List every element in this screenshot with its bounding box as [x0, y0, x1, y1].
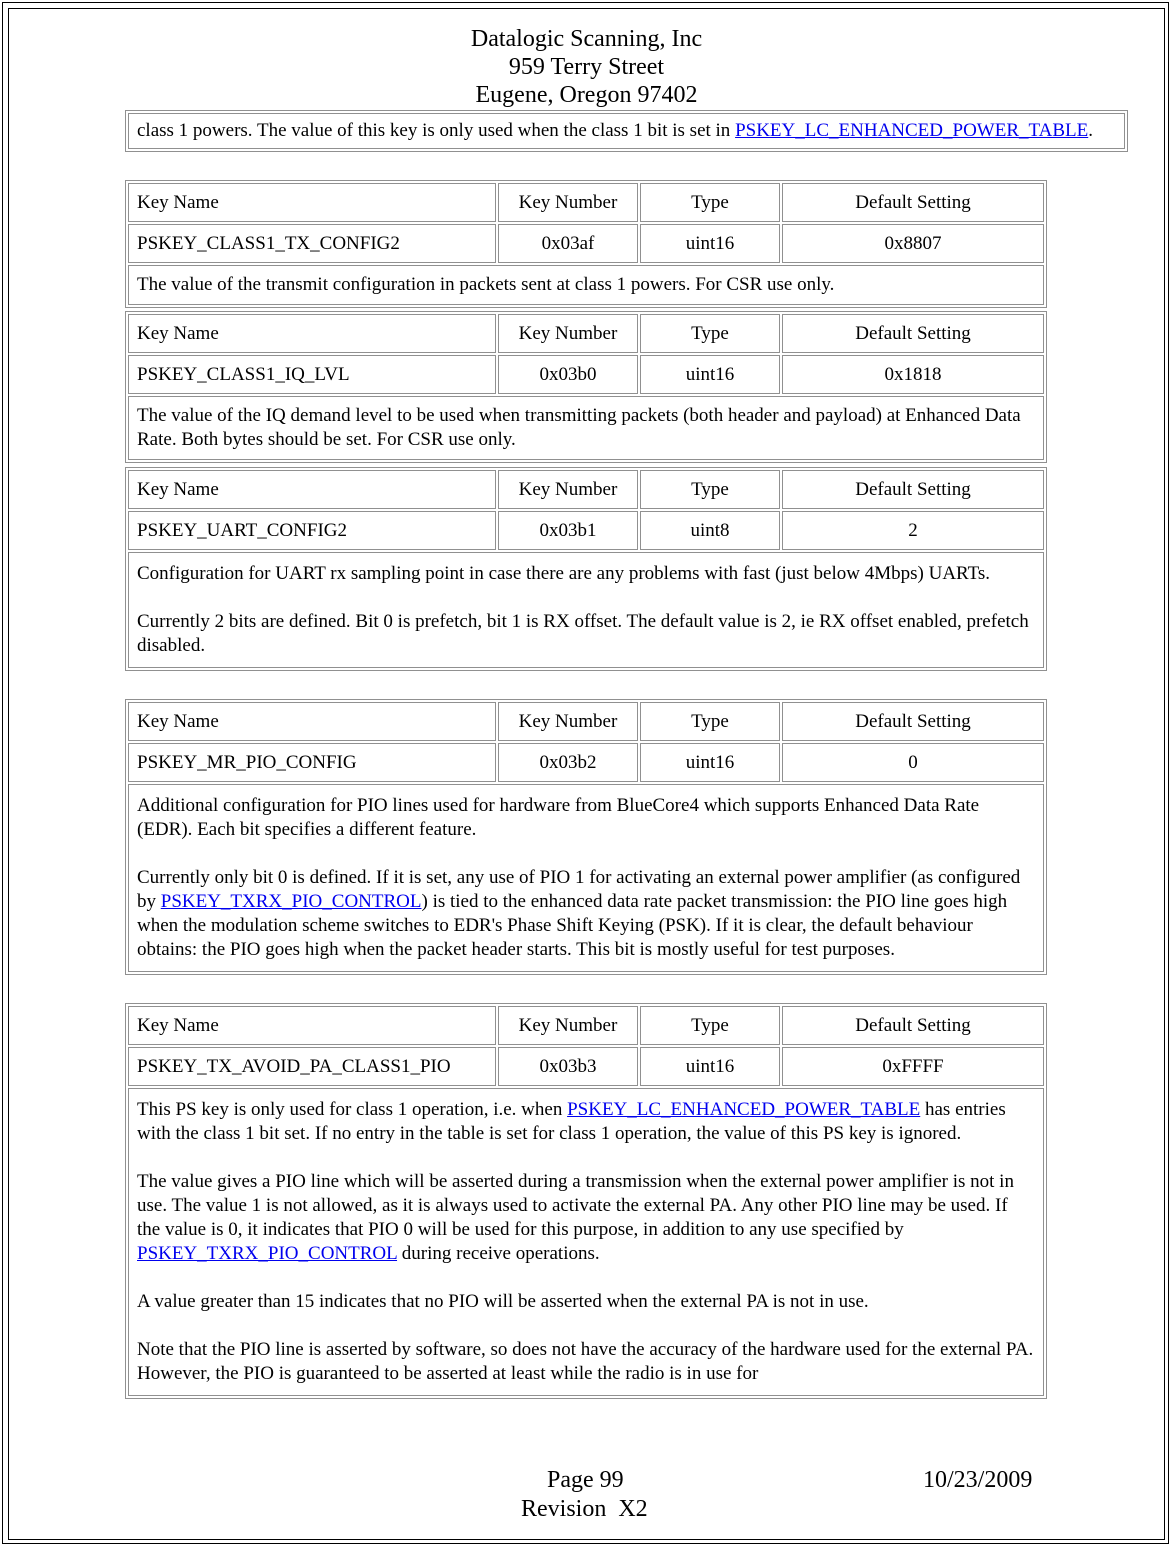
key-row [128, 743, 1044, 782]
continuation-text: class 1 powers. The value of this key is only used when the class 1 bit is set in PSKEY_LC_ENHANCED_POWER_TABLE. [128, 113, 1125, 149]
key-number: 0x03b1 [498, 511, 638, 550]
key-number: 0x03b0 [498, 355, 638, 394]
column-header-row [128, 702, 1044, 741]
key-name: PSKEY_CLASS1_TX_CONFIG2 [128, 224, 496, 263]
continuation-table [125, 110, 1128, 152]
key-row [128, 1047, 1044, 1086]
column-header-row [128, 183, 1044, 222]
key-description: The value of the IQ demand level to be used when transmitting packets (both header and payload) at Enhanced Data Rate. Both bytes should be set. For CSR use only. [128, 396, 1044, 460]
col-key-number: Key Number [498, 702, 638, 741]
col-key-name: Key Name [128, 1006, 496, 1045]
description-row [128, 396, 1044, 460]
col-type: Type [640, 1006, 780, 1045]
col-key-number: Key Number [498, 314, 638, 353]
col-default: Default Setting [782, 702, 1044, 741]
key-type: uint16 [640, 355, 780, 394]
key-table-class1-iq-lvl [125, 311, 1047, 463]
key-default: 0xFFFF [782, 1047, 1044, 1086]
key-table-tx-avoid-pa-class1-pio [125, 1003, 1047, 1399]
key-default: 0 [782, 743, 1044, 782]
col-key-number: Key Number [498, 183, 638, 222]
revision-label: Revision X2 [521, 1496, 648, 1522]
description-row [128, 552, 1044, 668]
column-header-row [128, 1006, 1044, 1045]
key-table-class1-tx-config2 [125, 180, 1047, 308]
key-name: PSKEY_UART_CONFIG2 [128, 511, 496, 550]
col-type: Type [640, 470, 780, 509]
letterhead [0, 25, 1173, 109]
key-name: PSKEY_MR_PIO_CONFIG [128, 743, 496, 782]
key-row [128, 511, 1044, 550]
col-key-number: Key Number [498, 1006, 638, 1045]
key-description: Additional configuration for PIO lines used for hardware from BlueCore4 which supports Enhanced Data Rate (EDR). Each bit specifies a different feature. Currently only bit 0 is defined. If it is set, any use of PIO 1 for activating an external power amplifier (as configured by PSKEY_TXRX_PIO_CONTROL) is tied to the enhanced data rate packet transmission: the PIO line goes high when the modulation scheme switches to EDR's Phase Shift Keying (PSK). If it is clear, the default behaviour obtains: the PIO goes high when the packet header starts. This bit is mostly useful for test purposes. [128, 784, 1044, 972]
key-type: uint16 [640, 224, 780, 263]
key-number: 0x03b2 [498, 743, 638, 782]
description-row [128, 265, 1044, 305]
column-header-row [128, 314, 1044, 353]
key-row [128, 355, 1044, 394]
column-header-row [128, 470, 1044, 509]
company-street: 959 Terry Street [508, 54, 665, 80]
description-row [128, 1088, 1044, 1396]
col-key-name: Key Name [128, 314, 496, 353]
key-description: This PS key is only used for class 1 operation, i.e. when PSKEY_LC_ENHANCED_POWER_TABLE has entries with the class 1 bit set. If no entry in the table is set for class 1 operation, the value of this PS key is ignored. The value gives a PIO line which will be asserted during a transmission when the external power amplifier is not in use. The value 1 is not allowed, as it is always used to activate the external PA. Any other PIO line may be used. If the value is 0, it indicates that PIO 0 will be used for this purpose, in addition to any use specified by PSKEY_TXRX_PIO_CONTROL during receive operations. A value greater than 15 indicates that no PIO will be asserted when the external PA is not in use. Note that the PIO line is asserted by software, so does not have the accuracy of the hardware used for the external PA. However, the PIO is guaranteed to be asserted at least while the radio is in use for [128, 1088, 1044, 1396]
key-type: uint8 [640, 511, 780, 550]
key-row [128, 224, 1044, 263]
col-key-name: Key Name [128, 183, 496, 222]
col-default: Default Setting [782, 470, 1044, 509]
key-default: 0x1818 [782, 355, 1044, 394]
key-default: 2 [782, 511, 1044, 550]
key-name: PSKEY_CLASS1_IQ_LVL [128, 355, 496, 394]
col-default: Default Setting [782, 1006, 1044, 1045]
description-row [128, 784, 1044, 972]
col-key-number: Key Number [498, 470, 638, 509]
footer-date: 10/23/2009 [923, 1467, 1033, 1493]
col-key-name: Key Name [128, 470, 496, 509]
company-city: Eugene, Oregon 97402 [475, 82, 698, 108]
key-type: uint16 [640, 1047, 780, 1086]
key-number: 0x03b3 [498, 1047, 638, 1086]
key-table-mr-pio-config [125, 699, 1047, 975]
key-name: PSKEY_TX_AVOID_PA_CLASS1_PIO [128, 1047, 496, 1086]
page-number: Page 99 [547, 1467, 624, 1493]
pskey-txrx-pio-control-link[interactable]: PSKEY_TXRX_PIO_CONTROL [137, 1243, 398, 1264]
key-default: 0x8807 [782, 224, 1044, 263]
key-type: uint16 [640, 743, 780, 782]
col-default: Default Setting [782, 314, 1044, 353]
pskey-txrx-pio-control-link[interactable]: PSKEY_TXRX_PIO_CONTROL [160, 891, 422, 912]
key-description: Configuration for UART rx sampling point in case there are any problems with fast (just below 4Mbps) UARTs. Currently 2 bits are defined. Bit 0 is prefetch, bit 1 is RX offset. The default value is 2, ie RX offset enabled, prefetch disabled. [128, 552, 1044, 668]
key-number: 0x03af [498, 224, 638, 263]
col-type: Type [640, 314, 780, 353]
key-description: The value of the transmit configuration in packets sent at class 1 powers. For CSR use only. [128, 265, 1044, 305]
col-default: Default Setting [782, 183, 1044, 222]
col-type: Type [640, 702, 780, 741]
col-key-name: Key Name [128, 702, 496, 741]
key-table-uart-config2 [125, 467, 1047, 671]
col-type: Type [640, 183, 780, 222]
pskey-lc-enhanced-power-table-link[interactable]: PSKEY_LC_ENHANCED_POWER_TABLE [567, 1099, 921, 1120]
pskey-lc-enhanced-power-table-link[interactable]: PSKEY_LC_ENHANCED_POWER_TABLE [735, 120, 1089, 141]
company-name: Datalogic Scanning, Inc [470, 26, 703, 52]
